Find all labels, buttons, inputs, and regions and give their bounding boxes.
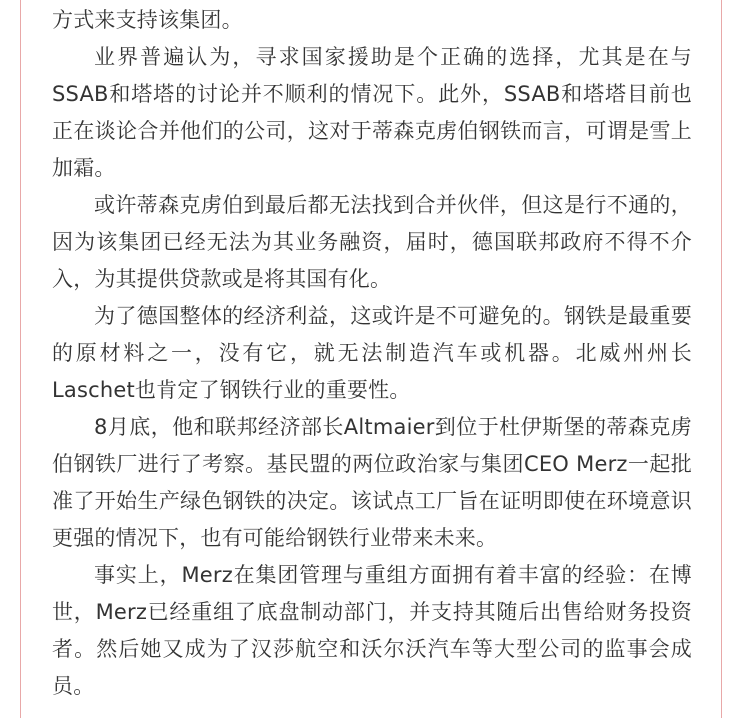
paragraph-4: 为了德国整体的经济利益，这或许是不可避免的。钢铁是最重要的原材料之一，没有它，就无法制造汽车或机器。北威州州长Laschet也肯定了钢铁行业的重要性。 xyxy=(52,304,692,402)
paragraph-2: 业界普遍认为，寻求国家援助是个正确的选择，尤其是在与SSAB和塔塔的讨论并不顺利的情况下。此外，SSAB和塔塔目前也正在谈论合并他们的公司，这对于蒂森克虏伯钢铁而言，可谓是雪上加霜。 xyxy=(52,45,692,180)
paragraph-3: 或许蒂森克虏伯到最后都无法找到合并伙伴，但这是行不通的，因为该集团已经无法为其业务融资，届时，德国联邦政府不得不介入，为其提供贷款或是将其国有化。 xyxy=(52,193,692,291)
article-body xyxy=(52,0,692,705)
paragraph-6: 事实上，Merz在集团管理与重组方面拥有着丰富的经验：在博世，Merz已经重组了底盘制动部门，并支持其随后出售给财务投资者。然后她又成为了汉莎航空和沃尔沃汽车等大型公司的监事会成员。 xyxy=(52,563,692,698)
paragraph-5: 8月底，他和联邦经济部长Altmaier到位于杜伊斯堡的蒂森克虏伯钢铁厂进行了考察。基民盟的两位政治家与集团CEO Merz一起批准了开始生产绿色钢铁的决定。该试点工厂旨在证明即使在环境意识更强的情况下，也有可能给钢铁行业带来未来。 xyxy=(52,415,692,550)
paragraph-1: 方式来支持该集团。 xyxy=(52,8,243,32)
